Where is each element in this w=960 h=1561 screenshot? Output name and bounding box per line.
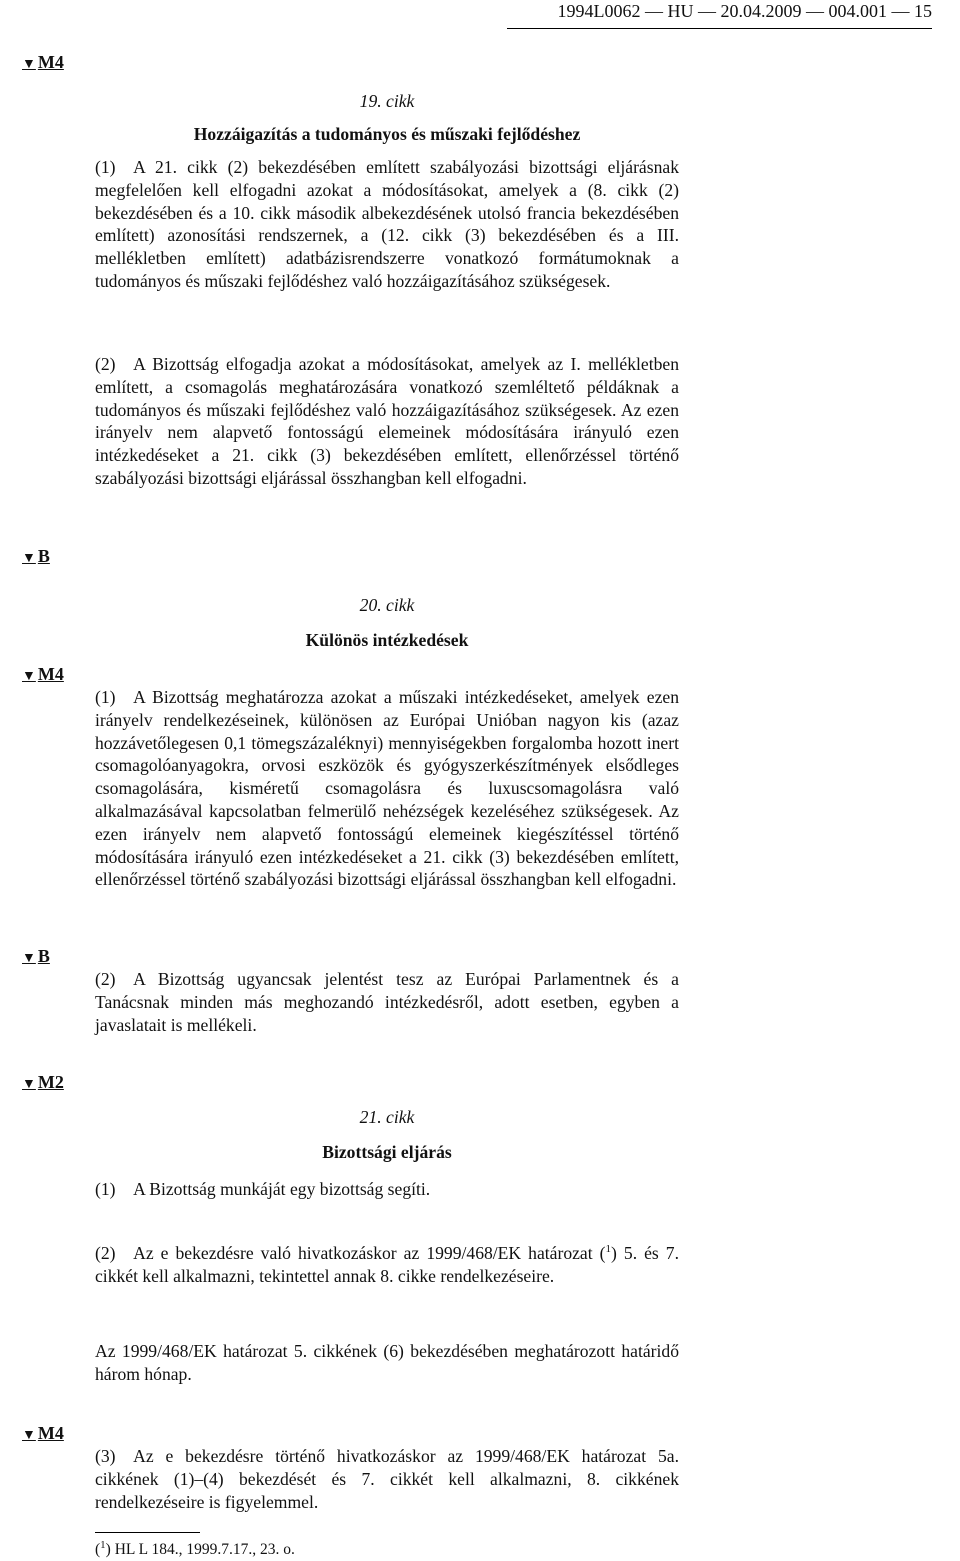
footnote-text: ) HL L 184., 1999.7.17., 23. o. — [105, 1541, 295, 1559]
triangle-down-icon: ▼ — [22, 951, 36, 966]
header-rule — [507, 28, 932, 29]
article-21-paragraph-2-continued: Az 1999/468/EK határozat 5. cikkének (6) bekezdésében meghatározott határidő három hónap. — [95, 1341, 679, 1384]
amendment-marker-m2[interactable] — [22, 1072, 64, 1093]
amendment-marker-m4[interactable] — [22, 1423, 64, 1444]
footnote-reference[interactable]: 1 — [605, 1243, 612, 1255]
article-19-title: Hozzáigazítás a tudományos és műszaki fejlődéshez — [193, 124, 581, 144]
triangle-down-icon: ▼ — [22, 1428, 36, 1443]
marker-label: M2 — [37, 1072, 64, 1092]
amendment-marker-m4[interactable] — [22, 52, 64, 73]
amendment-marker-b[interactable] — [22, 946, 50, 967]
footnote-bracket: ( — [95, 1541, 101, 1559]
triangle-down-icon: ▼ — [22, 669, 36, 684]
footnote-number: 1 — [100, 1539, 106, 1551]
paragraph-text: ) 5. és 7. cikkét kell alkalmazni, tekintettel annak 8. cikke rendelkezéseire. — [95, 1242, 679, 1286]
amendment-marker-b[interactable] — [22, 546, 50, 567]
article-20-number: 20. cikk — [359, 595, 415, 615]
marker-label: M4 — [37, 1423, 64, 1443]
triangle-down-icon: ▼ — [22, 57, 36, 72]
amendment-marker-m4[interactable] — [22, 664, 64, 685]
article-21-title: Bizottsági eljárás — [322, 1142, 452, 1162]
article-21-number: 21. cikk — [359, 1107, 415, 1127]
footnote-rule — [95, 1532, 200, 1533]
article-20-paragraph-1: (1) A Bizottság meghatározza azokat a műszaki intézkedéseket, amelyek ezen irányelv rendelkezéseinek, különösen az Európai Unióban nagyon kis (azaz hozzávetőlegesen 0,1 tömegszázaléknyi) mennyiségekben forgalomba hozott inert csomagolóanyagokra, orvosi eszközök és gyógyszerkészítmények elsődleges csomagolására, kisméretű csomagolásra és luxuscsomagolásra való alkalmazásával kapcsolatban felmerülő nehézségek kezeléséhez szükségesek. Az ezen irányelv nem alapvető fontosságú elemeinek kiegészítéssel történő módosítására irányuló ezen intézkedéseket a 21. cikk (3) bekezdésében említett, ellenőrzéssel történő szabályozási bizottsági eljárással összhangban kell elfogadni. — [95, 687, 679, 890]
triangle-down-icon: ▼ — [22, 1077, 36, 1092]
footnote — [95, 1539, 295, 1559]
marker-label: B — [37, 946, 50, 966]
marker-label: M4 — [37, 52, 64, 72]
article-21-paragraph-1: (1) A Bizottság munkáját egy bizottság segíti. — [95, 1179, 431, 1199]
marker-label: M4 — [37, 664, 64, 684]
article-21-paragraph-3: (3) Az e bekezdésre történő hivatkozáskor az 1999/468/EK határozat 5a. cikkének (1)–(4) bekezdését és 7. cikkét kell alkalmazni, 8. cikkének rendelkezéseire is figyelemmel. — [95, 1446, 679, 1512]
marker-label: B — [37, 546, 50, 566]
triangle-down-icon: ▼ — [22, 551, 36, 566]
article-20-paragraph-2: (2) A Bizottság ugyancsak jelentést tesz az Európai Parlamentnek és a Tanácsnak minden más meghozandó intézkedésről, adott esetben, egyben a javaslatait is mellékeli. — [95, 969, 679, 1035]
article-19-number: 19. cikk — [359, 91, 415, 111]
paragraph-text: (2) Az e bekezdésre való hivatkozáskor az 1999/468/EK határozat ( — [95, 1242, 606, 1263]
article-20-title: Különös intézkedések — [305, 630, 469, 650]
article-19-paragraph-2: (2) A Bizottság elfogadja azokat a módosításokat, amelyek az I. mellékletben említett, a csomagolás meghatározására vonatkozó szemléltető példáknak a tudományos és műszaki fejlődéshez való hozzáigazításához szükségesek. Az ezen irányelv nem alapvető fontosságú elemeinek módosítására irányuló ezen intézkedéseket a 21. cikk (3) bekezdésében említett, ellenőrzéssel történő szabályozási bizottsági eljárással összhangban kell elfogadni. — [95, 354, 679, 488]
article-21-paragraph-2 — [95, 1238, 679, 1287]
page-header: 1994L0062 — HU — 20.04.2009 — 004.001 — 15 — [557, 1, 932, 21]
article-19-paragraph-1: (1) A 21. cikk (2) bekezdésében említett szabályozási bizottsági eljárásnak megfelelően kell elfogadni azokat a módosításokat, amelyek a (8. cikk (2) bekezdésében és a 10. cikk második albekezdésének utolsó francia bekezdésében említett) azonosítási rendszernek, a (12. cikk (3) bekezdésében és a III. mellékletben említett) adatbázisrendszerre vonatkozó formátumoknak a tudományos és műszaki fejlődéshez való hozzáigazításához szükségesek. — [95, 157, 679, 291]
